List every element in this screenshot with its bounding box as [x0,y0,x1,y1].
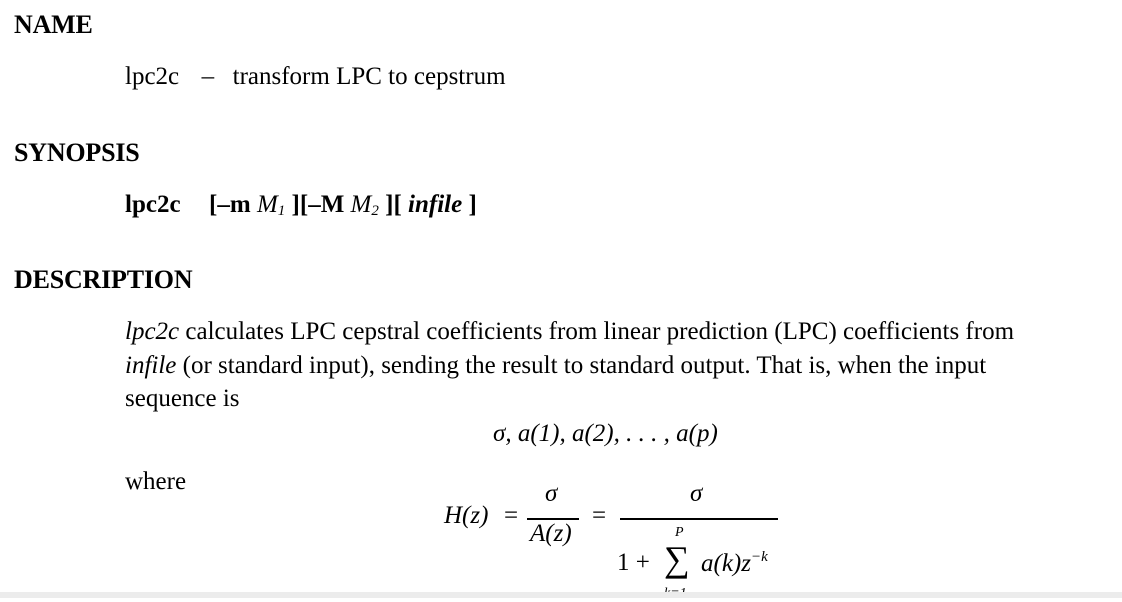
formula-numerator-1: σ [545,480,558,507]
name-line [125,60,506,94]
formula-denominator-1: A(z) [530,520,572,547]
formula-sum-exponent: −k [750,549,768,565]
synopsis-option-M: –M [308,191,345,218]
section-heading-synopsis: SYNOPSIS [14,138,140,167]
description-line-3 [125,382,1101,416]
synopsis-bracket-open: [ [209,191,218,218]
section-heading-description: DESCRIPTION [14,265,193,294]
formula-numerator-2: σ [690,480,703,507]
synopsis-bracket-close: ] [385,191,394,218]
synopsis-option-m: –m [217,191,251,218]
formula-lhs: H(z) [444,502,489,529]
name-command: lpc2c [125,63,180,90]
synopsis-bracket-open: [ [393,191,402,218]
formula-fraction-bar-2 [620,518,778,520]
description-text-2: (or standard input), sending the result to standard output. That is, when the input [176,352,987,379]
formula-equals-1: = [504,502,519,529]
description-line-2 [125,349,1101,383]
where-label: where [125,468,187,495]
section-heading-name: NAME [14,10,93,39]
name-dash: – [201,63,215,90]
synopsis-command: lpc2c [125,191,181,218]
synopsis-bracket-open: [ [299,191,309,218]
synopsis-bracket-close: ] [291,191,300,218]
formula-sum-upper-limit: P [675,525,684,540]
bottom-edge [0,592,1122,598]
sequence-formula: σ, a(1), a(2), . . . , a(p) [493,420,718,447]
formula-sum-term: $a(k)z^{-k}$ [701,549,768,577]
synopsis-arg-M: $M_2$ [350,191,379,219]
synopsis-infile: infile [408,191,463,218]
synopsis-line [125,188,477,222]
formula-denominator-prefix: 1 + [617,549,650,576]
synopsis-bracket-close: ] [468,191,477,218]
description-text-3: sequence is [125,385,240,412]
synopsis-arg-m: $M_1$ [256,191,286,219]
description-text-1: calculates LPC cepstral coefficients from linear prediction (LPC) coefficients from [179,318,1015,345]
formula-equals-2: = [592,502,607,529]
formula-sum-symbol: ∑ [664,539,690,579]
description-infile: infile [125,352,177,379]
description-line-1 [125,315,1101,349]
description-command: lpc2c [125,318,180,345]
name-summary: transform LPC to cepstrum [232,63,506,90]
